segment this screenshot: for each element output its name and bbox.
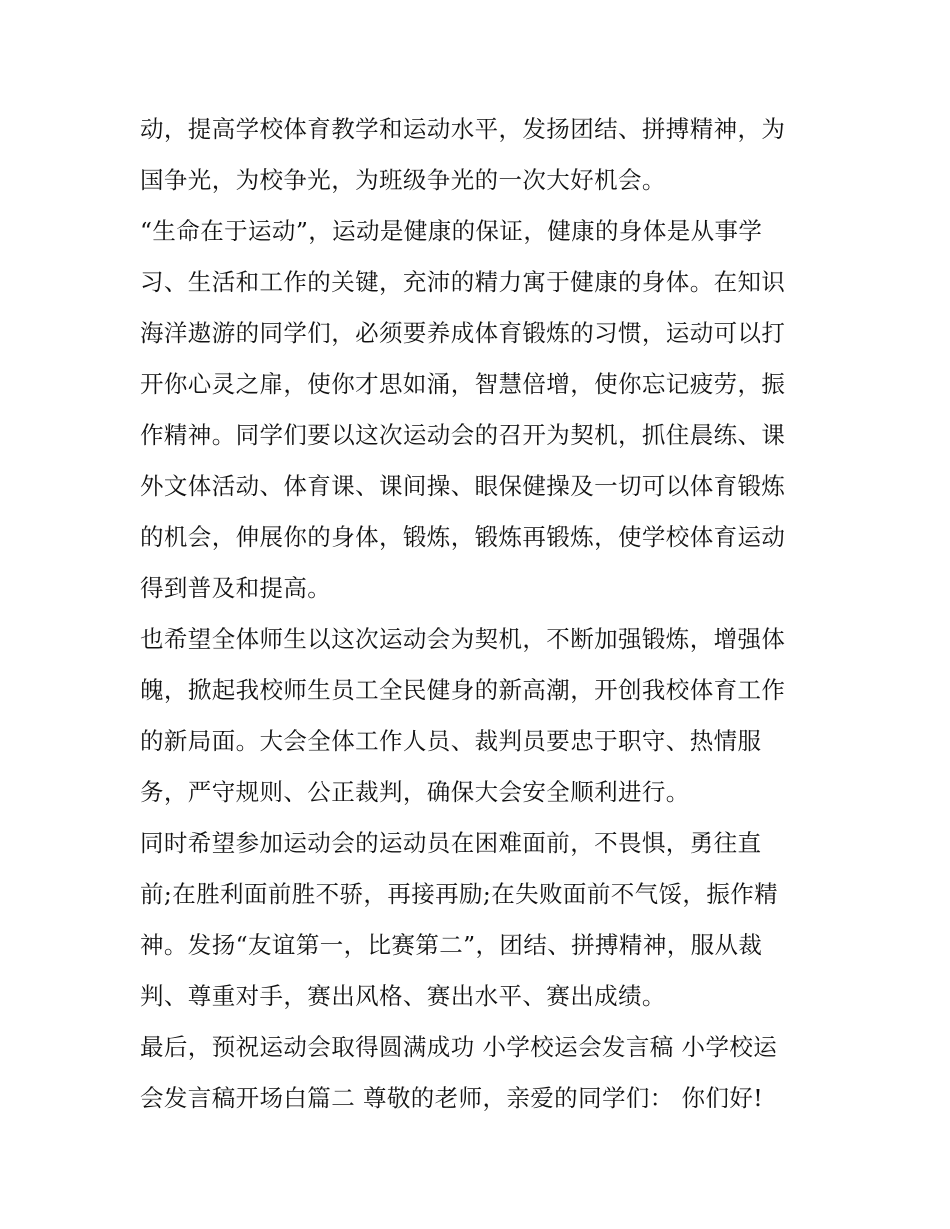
text-line: 国争光，为校争光，为班级争光的一次大好机会。 — [140, 166, 666, 194]
text-line: 外文体活动、体育课、课间操、眼保健操及一切可以体育锻炼 — [140, 472, 786, 500]
text-line: 的机会，伸展你的身体，锻炼，锻炼再锻炼，使学校体育运动 — [140, 523, 786, 551]
text-line: 得到普及和提高。 — [140, 574, 332, 602]
text-line: 也希望全体师生以这次运动会为契机，不断加强锻炼，增强体 — [140, 625, 786, 653]
text-line: 魄，掀起我校师生员工全民健身的新高潮，开创我校体育工作 — [140, 676, 786, 704]
text-line: 最后，预祝运动会取得圆满成功 小学校运会发言稿 小学校运 — [140, 1033, 778, 1061]
text-line: 海洋遨游的同学们，必须要养成体育锻炼的习惯，运动可以打 — [140, 319, 786, 347]
text-line: 同时希望参加运动会的运动员在困难面前，不畏惧，勇往直 — [140, 829, 762, 857]
text-line: 习、生活和工作的关键，充沛的精力寓于健康的身体。在知识 — [140, 268, 786, 296]
text-line: “生命在于运动”，运动是健康的保证，健康的身体是从事学 — [140, 217, 763, 245]
text-line: 判、尊重对手，赛出风格、赛出水平、赛出成绩。 — [140, 982, 666, 1010]
text-line: 动，提高学校体育教学和运动水平，发扬团结、拼搏精神，为 — [140, 115, 786, 143]
text-line: 前;在胜利面前胜不骄，再接再励;在失败面前不气馁，振作精 — [140, 880, 779, 908]
text-line: 作精神。同学们要以这次运动会的召开为契机，抓住晨练、课 — [140, 421, 786, 449]
text-line: 的新局面。大会全体工作人员、裁判员要忠于职守、热情服 — [140, 727, 762, 755]
text-line: 神。发扬“友谊第一，比赛第二”，团结、拼搏精神，服从裁 — [140, 931, 763, 959]
text-line: 开你心灵之扉，使你才思如涌，智慧倍增，使你忘记疲劳，振 — [140, 370, 786, 398]
text-line: 会发言稿开场白篇二 尊敬的老师，亲爱的同学们： 你们好! — [140, 1084, 764, 1112]
text-line: 务，严守规则、公正裁判，确保大会安全顺利进行。 — [140, 778, 690, 806]
